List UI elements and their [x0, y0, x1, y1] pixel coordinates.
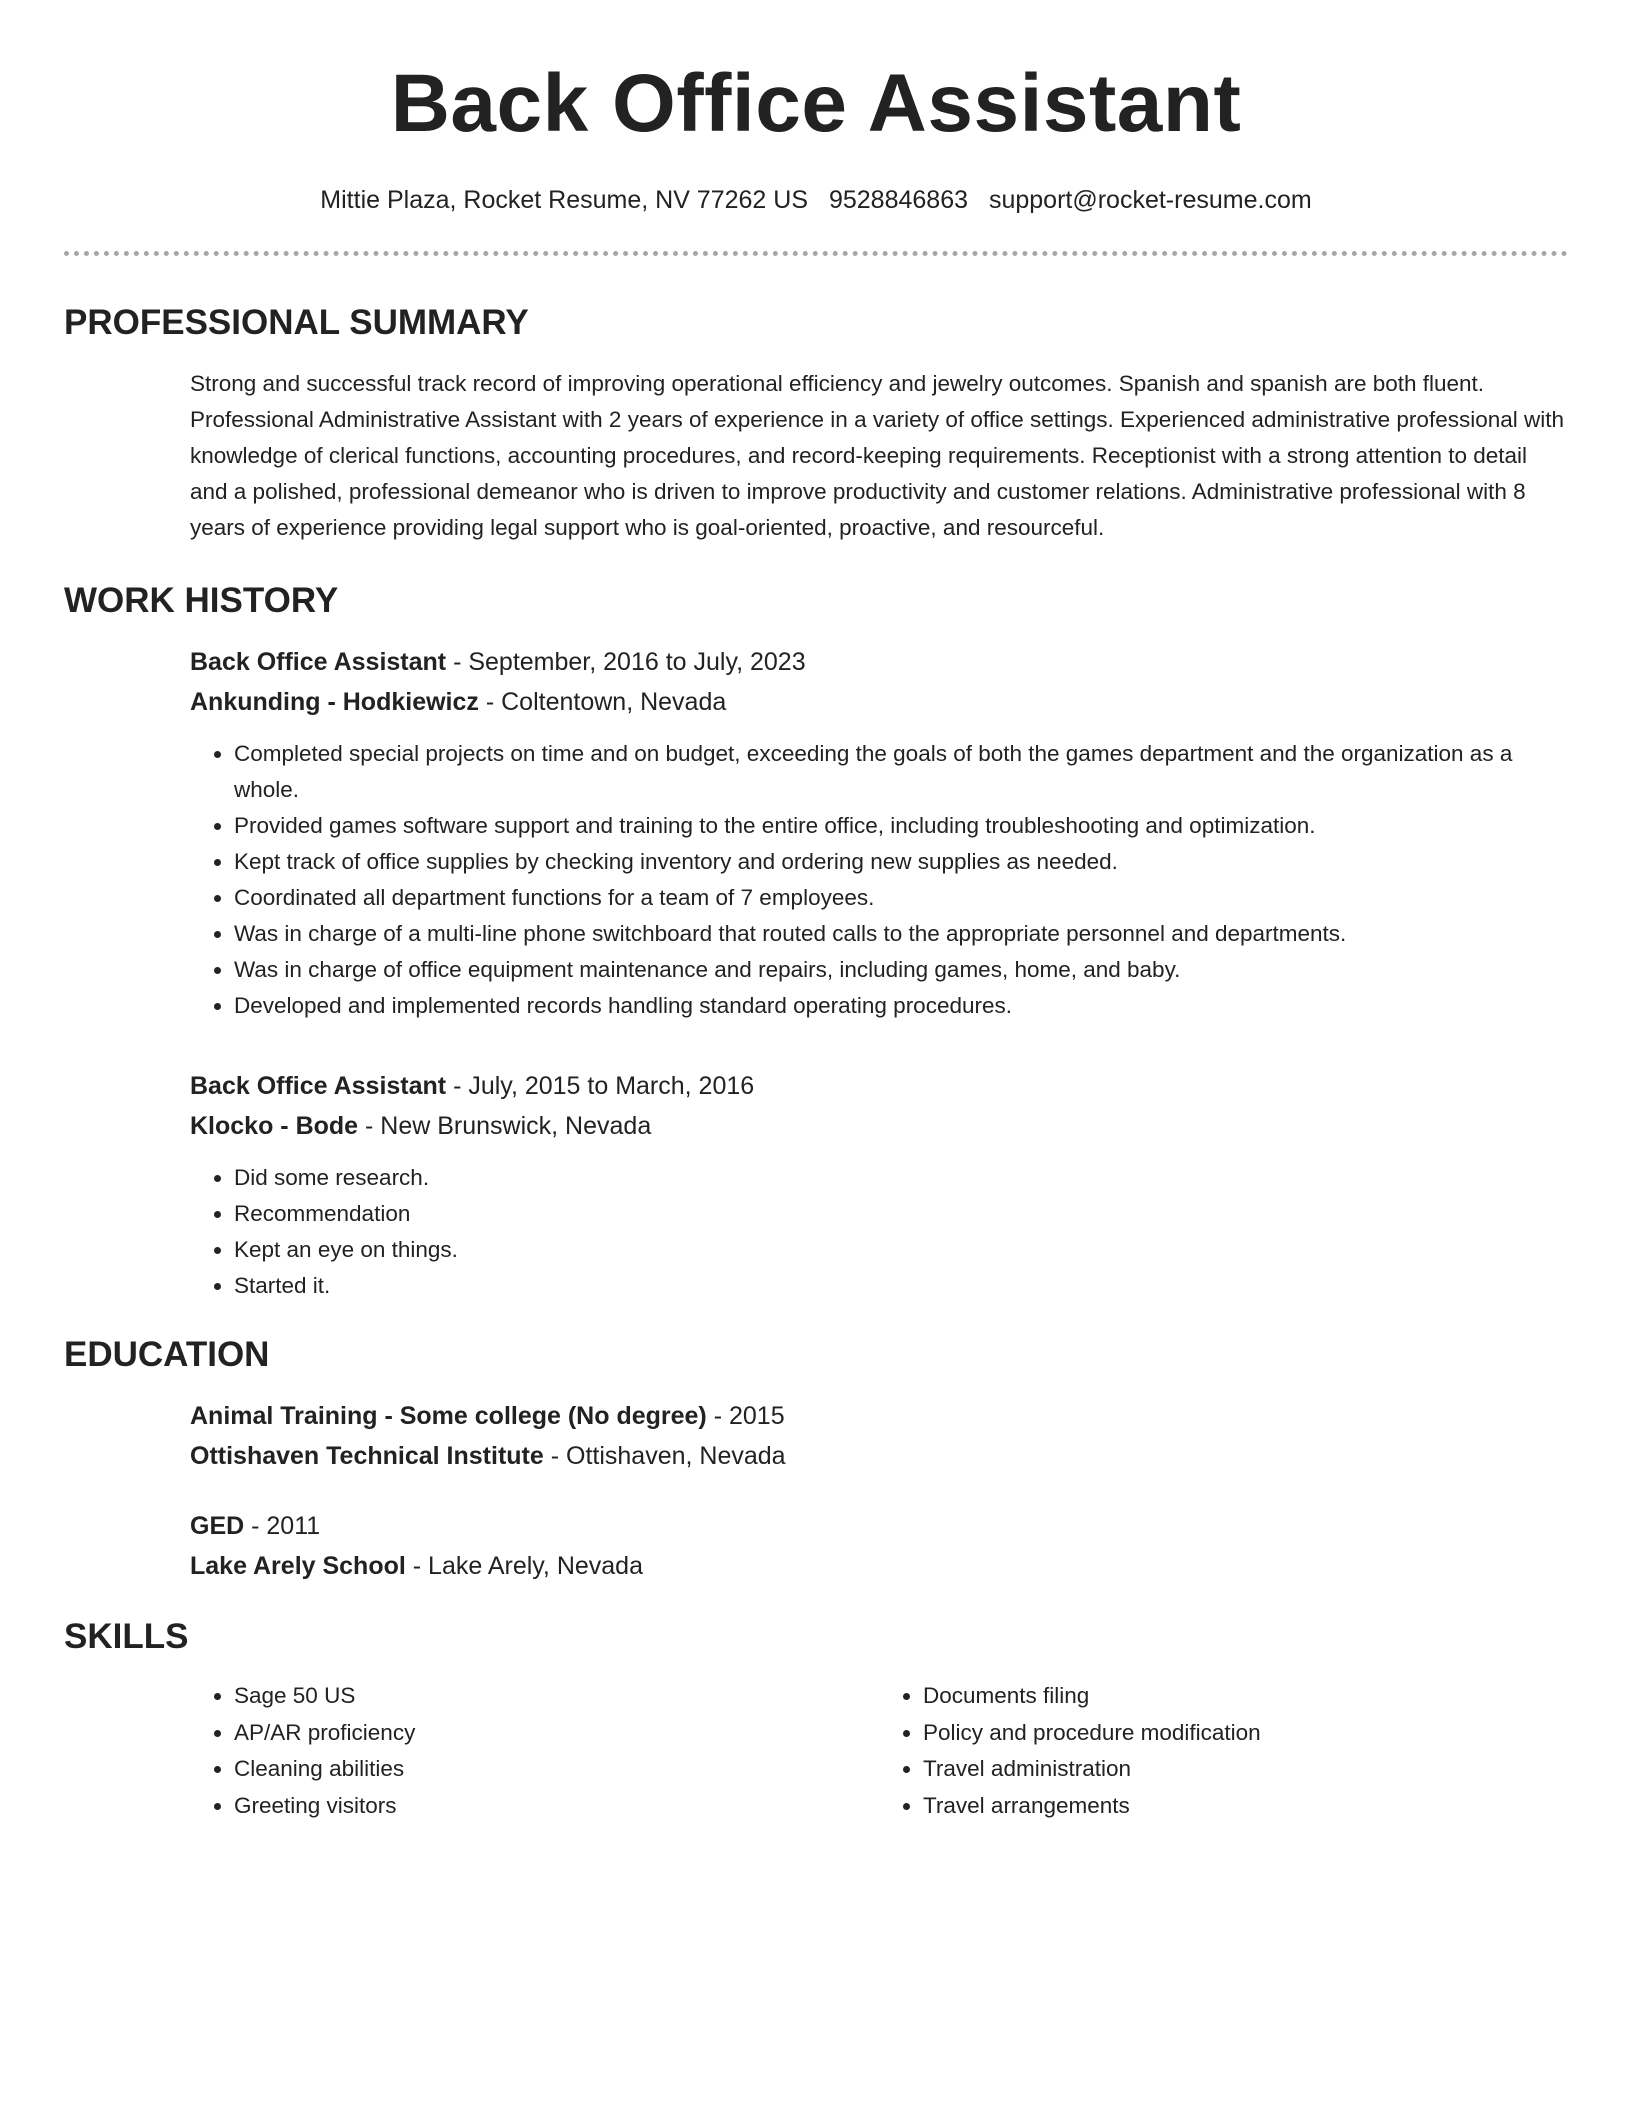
- job-dates: - September, 2016 to July, 2023: [446, 648, 806, 676]
- job-dates: - July, 2015 to March, 2016: [446, 1072, 755, 1100]
- education-year: - 2011: [244, 1512, 321, 1540]
- summary-text: Strong and successful track record of improving operational efficiency and jewelry outcomes. Spanish and spanish are both fluent. Professional Administrative Assistant with 2 years of experience in a variety of office settings. Experienced administrative professional with knowledge of clerical functions, accounting procedures, and record-keeping requirements. Receptionist with a strong attention to detail and a polished, professional demeanor who is driven to improve productivity and customer relations. Administrative professional with 8 years of experience providing legal support who is goal-oriented, proactive, and resourceful.: [190, 371, 1565, 540]
- skills-column-right: [879, 1678, 1568, 1824]
- skills-column-left: [190, 1678, 879, 1824]
- skill-item: • Sage 50 US: [234, 1678, 879, 1715]
- education-degree: GED: [190, 1512, 245, 1540]
- skill-item: • Documents filing: [923, 1678, 1568, 1715]
- education-degree: Animal Training - Some college (No degree): [190, 1402, 707, 1430]
- job-entry: [190, 1066, 1568, 1304]
- skill-item: • Greeting visitors: [234, 1788, 879, 1825]
- job-bullet: • Started it.: [234, 1268, 1568, 1304]
- education-location: - Ottishaven, Nevada: [543, 1442, 786, 1470]
- job-company-line: [190, 1106, 1568, 1146]
- job-bullet: • Recommendation: [234, 1196, 1568, 1232]
- job-company: Ankunding - Hodkiewicz: [190, 688, 479, 716]
- education-school: Lake Arely School: [190, 1552, 406, 1580]
- job-title: Back Office Assistant: [190, 1072, 447, 1100]
- job-bullet: • Was in charge of a multi-line phone switchboard that routed calls to the appropriate personnel and departments.: [234, 916, 1568, 952]
- education-school-line: [190, 1436, 1568, 1476]
- education-entry: [190, 1506, 1568, 1586]
- job-bullet: • Developed and implemented records handling standard operating procedures.: [234, 988, 1568, 1024]
- section-title-summary: PROFESSIONAL SUMMARY: [64, 303, 529, 342]
- job-company-line: [190, 682, 1568, 722]
- education-location: - Lake Arely, Nevada: [405, 1552, 643, 1580]
- job-bullet: • Provided games software support and training to the entire office, including troubleshooting and optimization.: [234, 808, 1568, 844]
- education-entry: [190, 1396, 1568, 1476]
- education-section: [64, 1334, 1568, 1586]
- skill-item: • Policy and procedure modification: [923, 1715, 1568, 1752]
- section-title-education: EDUCATION: [64, 1335, 270, 1374]
- job-company: Klocko - Bode: [190, 1112, 359, 1140]
- job-entry: [190, 642, 1568, 1024]
- resume-name: Back Office Assistant: [390, 58, 1242, 149]
- job-bullet: • Was in charge of office equipment maintenance and repairs, including games, home, and baby.: [234, 952, 1568, 988]
- job-bullet: • Completed special projects on time and on budget, exceeding the goals of both the games department and the organization as a whole.: [234, 736, 1568, 808]
- skill-item: • Cleaning abilities: [234, 1751, 879, 1788]
- skill-item: • Travel arrangements: [923, 1788, 1568, 1825]
- job-bullet: • Kept track of office supplies by checking inventory and ordering new supplies as needed.: [234, 844, 1568, 880]
- section-title-skills: SKILLS: [64, 1617, 189, 1656]
- skill-item: • AP/AR proficiency: [234, 1715, 879, 1752]
- contact-email: support@rocket-resume.com: [988, 186, 1312, 214]
- work-history-section: [64, 580, 1568, 1304]
- contact-line: [64, 184, 1568, 216]
- section-title-work-history: WORK HISTORY: [64, 581, 339, 620]
- education-year: - 2015: [706, 1402, 785, 1430]
- job-bullet: • Did some research.: [234, 1160, 1568, 1196]
- job-location: - Coltentown, Nevada: [478, 688, 727, 716]
- education-degree-line: [190, 1396, 1568, 1436]
- job-bullet: • Kept an eye on things.: [234, 1232, 1568, 1268]
- job-bullets: [190, 736, 1568, 1024]
- skill-item: • Travel administration: [923, 1751, 1568, 1788]
- job-title-line: [190, 1066, 1568, 1106]
- summary-section: [64, 302, 1568, 546]
- skills-section: [64, 1616, 1568, 1824]
- header-divider: [64, 251, 1568, 256]
- contact-phone: 9528846863: [828, 186, 969, 214]
- job-bullet: • Coordinated all department functions for a team of 7 employees.: [234, 880, 1568, 916]
- job-location: - New Brunswick, Nevada: [358, 1112, 652, 1140]
- contact-address: Mittie Plaza, Rocket Resume, NV 77262 US: [320, 186, 809, 214]
- job-bullets: [190, 1160, 1568, 1304]
- skills-grid: [190, 1678, 1568, 1824]
- education-degree-line: [190, 1506, 1568, 1546]
- job-title: Back Office Assistant: [190, 648, 447, 676]
- education-school-line: [190, 1546, 1568, 1586]
- job-title-line: [190, 642, 1568, 682]
- education-school: Ottishaven Technical Institute: [190, 1442, 544, 1470]
